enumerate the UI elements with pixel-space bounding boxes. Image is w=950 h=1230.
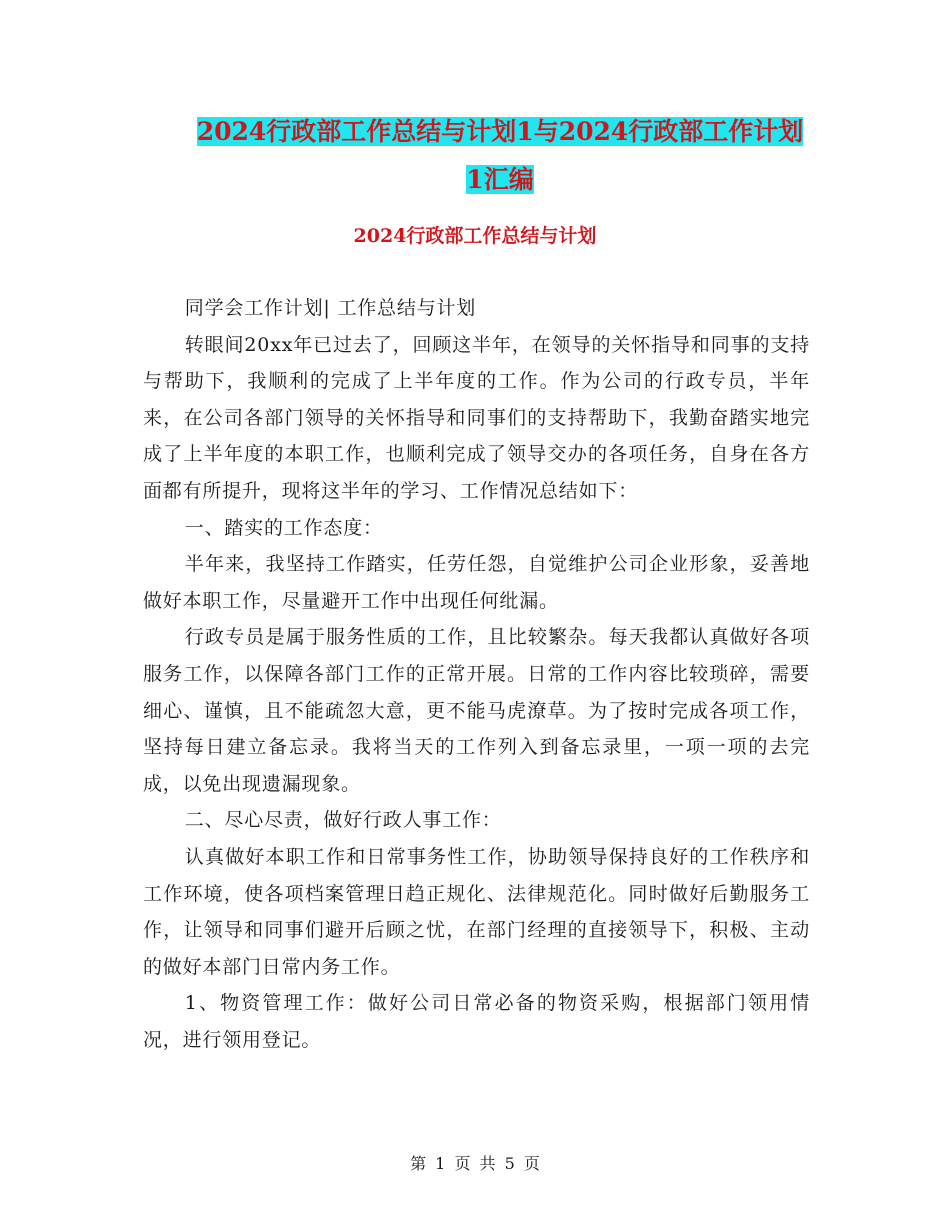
document-title bbox=[140, 108, 860, 204]
document-title-line2: 1汇编 bbox=[466, 165, 534, 194]
body-paragraph: 同学会工作计划| 工作总结与计划 bbox=[184, 297, 477, 319]
document-body bbox=[143, 290, 810, 1058]
page-footer: 第 1 页 共 5 页 bbox=[410, 1154, 540, 1173]
body-paragraph: 半年来，我坚持工作踏实，任劳任怨，自觉维护公司企业形象，妥善地做好本职工作，尽量避开工作中出现任何纰漏。 bbox=[143, 553, 810, 612]
body-paragraph: 一、踏实的工作态度： bbox=[184, 516, 383, 539]
body-paragraph: 认真做好本职工作和日常事务性工作，协助领导保持良好的工作秩序和工作环境，使各项档案管理日趋正规化、法律规范化。同时做好后勤服务工作，让领导和同事们避开后顾之忧，在部门经理的直接领导下，积极、主动的做好本部门日常内务工作。 bbox=[143, 845, 810, 978]
body-paragraph: 1、物资管理工作：做好公司日常必备的物资采购，根据部门领用情况，进行领用登记。 bbox=[143, 992, 810, 1051]
body-paragraph: 二、尽心尽责，做好行政人事工作： bbox=[184, 809, 502, 832]
body-paragraph: 转眼间20xx年已过去了，回顾这半年，在领导的关怀指导和同事的支持与帮助下，我顺利的完成了上半年度的工作。作为公司的行政专员，半年来，在公司各部门领导的关怀指导和同事们的支持帮助下，我勤奋踏实地完成了上半年度的本职工作，也顺利完成了领导交办的各项任务，自身在各方面都有所提升，现将这半年的学习、工作情况总结如下： bbox=[143, 333, 810, 502]
body-paragraph: 行政专员是属于服务性质的工作，且比较繁杂。每天我都认真做好各项服务工作，以保障各部门工作的正常开展。日常的工作内容比较琐碎，需要细心、谨慎，且不能疏忽大意，更不能马虎潦草。为了按时完成各项工作，坚持每日建立备忘录。我将当天的工作列入到备忘录里，一项一项的去完成，以免出现遗漏现象。 bbox=[143, 626, 810, 795]
document-title-line1: 2024行政部工作总结与计划1与2024行政部工作计划 bbox=[196, 117, 804, 146]
section-title: 2024行政部工作总结与计划 bbox=[353, 225, 597, 247]
